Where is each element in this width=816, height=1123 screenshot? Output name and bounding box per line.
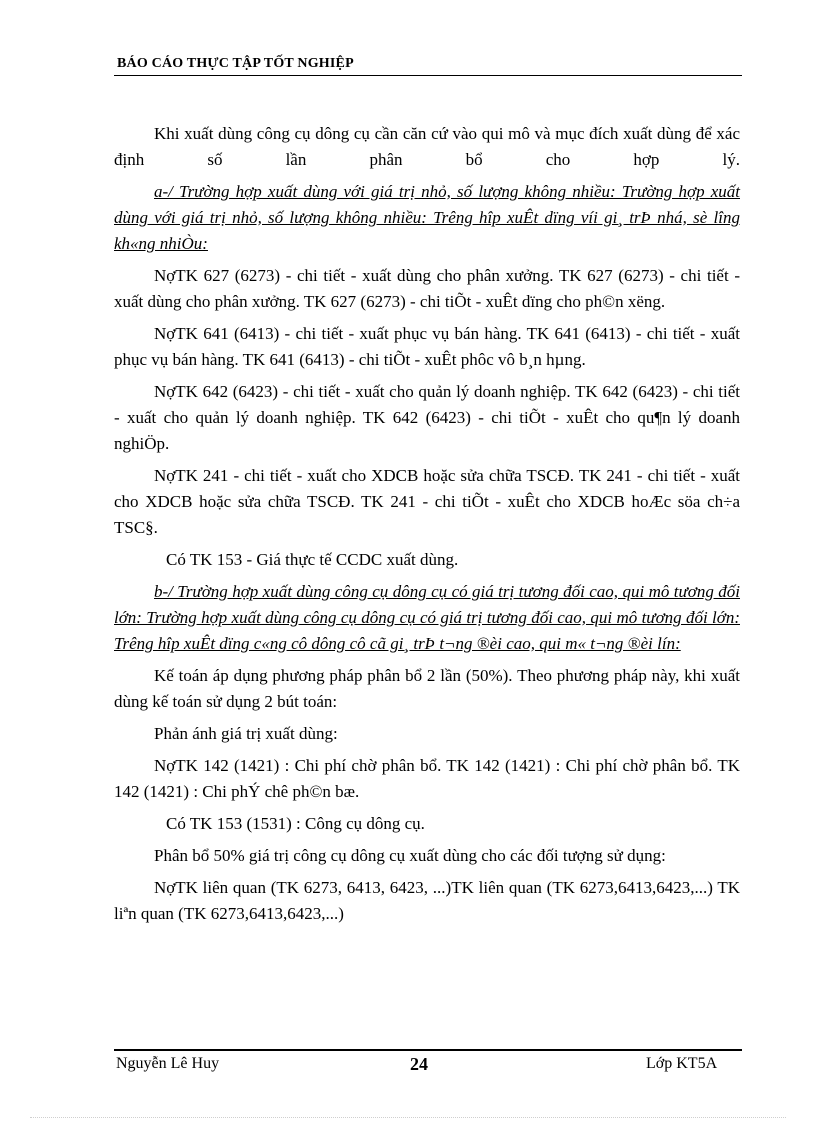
paragraph-intro: Khi xuất dùng công cụ dông cụ cần căn cứ vào qui mô và mục đích xuất dùng để xác định số lần phân bổ cho hợp lý. bbox=[114, 124, 740, 169]
body-text bbox=[114, 121, 740, 933]
paragraph-case-a-heading: a-/ Trường hợp xuất dùng với giá trị nhỏ, số lượng không nhiều: Trường hợp xuất dùng với giá trị nhỏ, số lượng không nhiều: Trêng hîp xuÊt dïng víi gi¸ trÞ nhá, sè lîng kh«ng nhiÒu: bbox=[114, 182, 740, 253]
page-number: 24 bbox=[410, 1054, 428, 1074]
paragraph-entry-641: NợTK 641 (6413) - chi tiết - xuất phục vụ bán hàng. TK 641 (6413) - chi tiết - xuất phục vụ bán hàng. TK 641 (6413) - chi tiÕt - xuÊt phôc vô b¸n hµng. bbox=[114, 324, 740, 369]
paragraph-entry-142: NợTK 142 (1421) : Chi phí chờ phân bổ. TK 142 (1421) : Chi phí chờ phân bổ. TK 142 (1421) : Chi phÝ chê ph©n bæ. bbox=[114, 756, 740, 801]
paragraph-credit-153: Có TK 153 - Giá thực tế CCDC xuất dùng. bbox=[166, 550, 459, 569]
paragraph-related-accounts: NợTK liên quan (TK 6273, 6413, 6423, ...)TK liên quan (TK 6273,6413,6423,...) TK liªn quan (TK 6273,6413,6423,...) bbox=[114, 878, 740, 923]
paragraph-entry-241: NợTK 241 - chi tiết - xuất cho XDCB hoặc sửa chữa TSCĐ. TK 241 - chi tiết - xuất cho XDCB hoặc sửa chữa TSCĐ. TK 241 - chi tiÕt - xuÊt cho XDCB hoÆc söa ch÷a TSC§. bbox=[114, 466, 740, 537]
footer-class: Lớp KT5A bbox=[646, 1055, 718, 1072]
paragraph-credit-1531: Có TK 153 (1531) : Công cụ dông cụ. bbox=[166, 814, 425, 833]
paragraph-allocate-50: Phân bổ 50% giá trị công cụ dông cụ xuất dùng cho các đối tượng sử dụng: bbox=[154, 846, 666, 865]
page-bottom-divider bbox=[30, 1117, 786, 1118]
paragraph-entry-627: NợTK 627 (6273) - chi tiết - xuất dùng cho phân xưởng. TK 627 (6273) - chi tiết - xuất dùng cho phân xưởng. TK 627 (6273) - chi tiÕt - xuÊt dïng cho ph©n xëng. bbox=[114, 266, 740, 311]
paragraph-method: Kế toán áp dụng phương pháp phân bổ 2 lần (50%). Theo phương pháp này, khi xuất dùng kế toán sử dụng 2 bút toán: bbox=[114, 666, 740, 711]
paragraph-entry-642: NợTK 642 (6423) - chi tiết - xuất cho quản lý doanh nghiệp. TK 642 (6423) - chi tiết - xuất cho quản lý doanh nghiệp. TK 642 (6423) - chi tiÕt - xuÊt cho qu¶n lý doanh nghiÖp. bbox=[114, 382, 740, 453]
footer-rule bbox=[114, 1049, 742, 1051]
header-title: BÁO CÁO THỰC TẬP TỐT NGHIỆP bbox=[117, 56, 354, 71]
header-rule bbox=[114, 75, 742, 76]
footer-author: Nguyễn Lê Huy bbox=[116, 1055, 220, 1072]
paragraph-case-b-heading: b-/ Trường hợp xuất dùng công cụ dông cụ có giá trị tương đối cao, qui mô tương đối lớn: Trường hợp xuất dùng công cụ dông cụ có giá trị tương đối cao, qui mô tương đối lớn: Trêng hîp xuÊt dïng c«ng cô dông cô cã gi¸ trÞ t¬ng ®èi cao, qui m« t¬ng ®èi lín: bbox=[114, 582, 740, 653]
paragraph-reflect-value: Phản ánh giá trị xuất dùng: bbox=[154, 724, 338, 743]
